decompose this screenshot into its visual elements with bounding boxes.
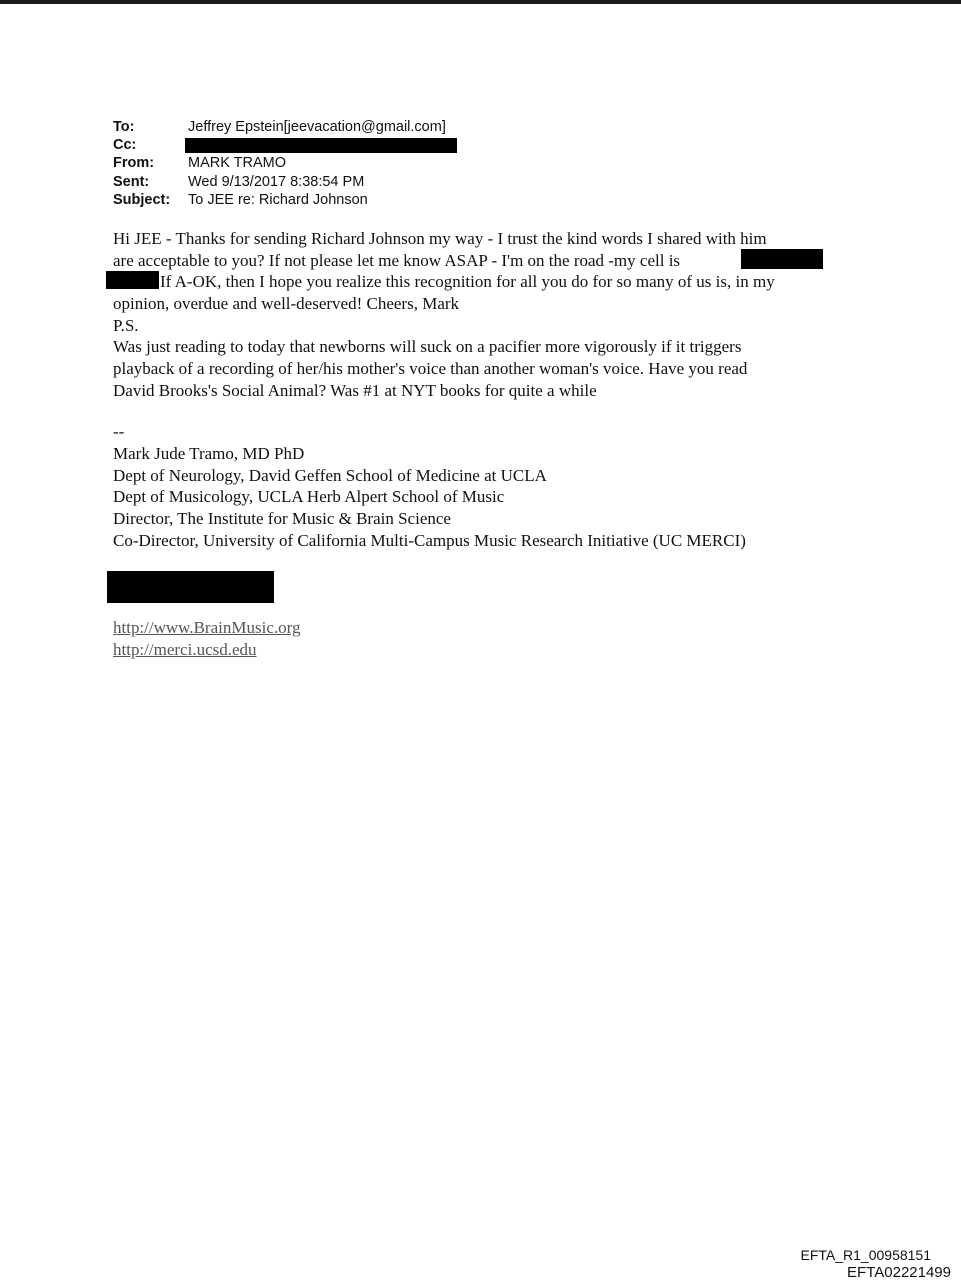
subject-value: To JEE re: Richard Johnson [188,191,368,208]
signature-line: -- [113,422,125,441]
body-line: David Brooks's Social Animal? Was #1 at NYT books for quite a while [113,380,597,400]
brainmusic-link[interactable]: http://www.BrainMusic.org [113,618,301,637]
merci-link[interactable]: http://merci.ucsd.edu [113,640,257,659]
bates-id-1: EFTA_R1_00958151 [800,1247,931,1263]
signature-line: Co-Director, University of California Multi-Campus Music Research Initiative (UC MERCI) [113,530,746,550]
top-border [0,0,961,4]
from-label: From: [113,155,155,172]
from-value: MARK TRAMO [188,155,287,172]
cell-redaction [741,249,823,269]
signature-line: Director, The Institute for Music & Brain Science [113,509,451,529]
body-line: Was just reading to today that newborns will suck on a pacifier more vigorously if it triggers [113,337,742,357]
cc-label: Cc: [113,137,137,154]
body-line: P.S. [113,315,139,335]
email-body [113,228,853,402]
signature [113,421,746,552]
to-value: Jeffrey Epstein[jeevacation@gmail.com] [188,119,446,135]
cell-redaction-cont [106,271,159,289]
bates-id-2: EFTA02221499 [847,1264,951,1281]
signature-redaction [107,571,274,603]
body-line: If A-OK, then I hope you realize this recognition for all you do for so many of us is, in my [160,272,775,292]
bates-footer [800,1247,951,1281]
signature-links [113,617,300,661]
body-line: opinion, overdue and well-deserved! Cheers, Mark [113,294,460,314]
signature-line: Mark Jude Tramo, MD PhD [113,443,305,463]
signature-line: Dept of Neurology, David Geffen School of Medicine at UCLA [113,465,547,485]
cc-redaction [185,138,457,153]
to-label: To: [113,119,135,135]
sent-label: Sent: [113,173,150,190]
body-line: are acceptable to you? If not please let me know ASAP - I'm on the road -my cell is [113,250,681,270]
subject-label: Subject: [113,191,171,208]
sent-value: Wed 9/13/2017 8:38:54 PM [188,173,365,190]
body-line: playback of a recording of her/his mother's voice than another woman's voice. Have you read [113,359,748,379]
signature-line: Dept of Musicology, UCLA Herb Alpert School of Music [113,487,505,507]
body-line: Hi JEE - Thanks for sending Richard Johnson my way - I trust the kind words I shared with him [113,229,767,248]
